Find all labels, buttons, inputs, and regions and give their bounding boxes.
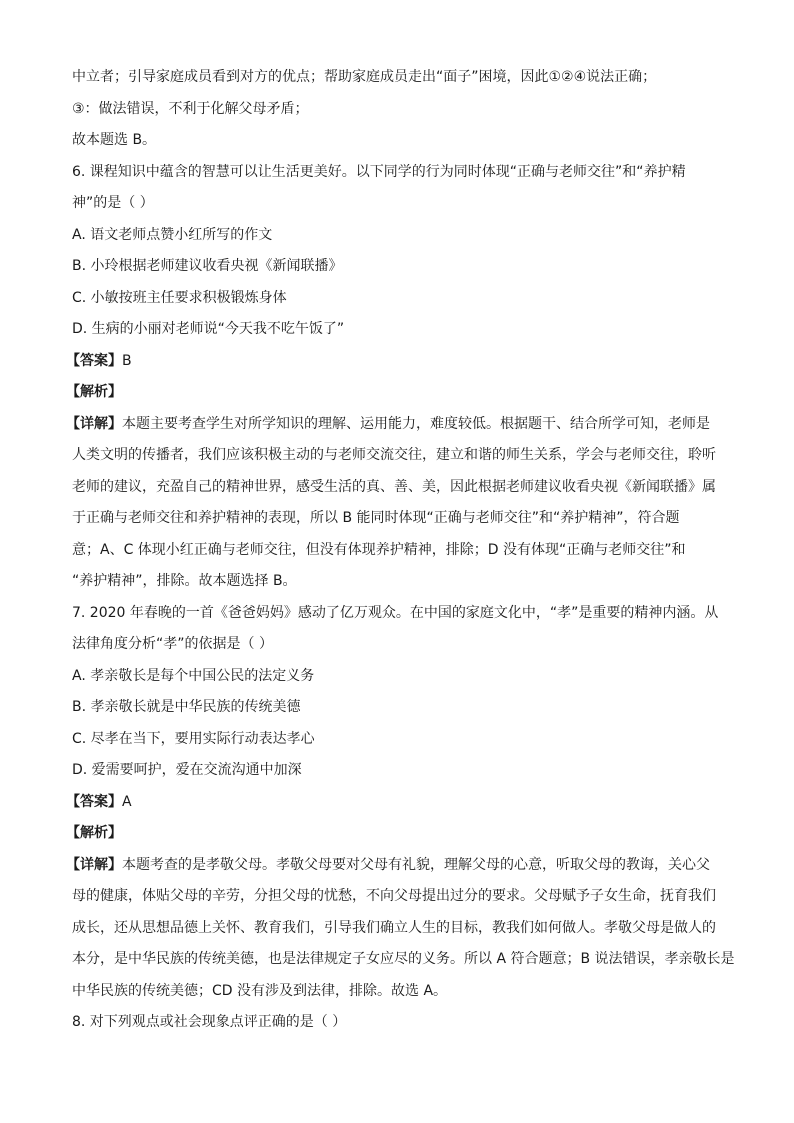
- q7-detail-line-1: [66, 850, 724, 882]
- q6-detail-line-4: 于正确与老师交往和养护精神的表现，所以 B 能同时体现“正确与老师交往”和“养护精神”，符合题: [72, 510, 680, 526]
- q6-answer: [66, 346, 724, 378]
- q6-answer-value: B: [122, 352, 132, 369]
- prev-explanation-line-3: 故本题选 B。: [72, 132, 157, 148]
- q6-option-d: D. 生病的小丽对老师说“今天我不吃午饭了”: [72, 321, 345, 337]
- q7-detail-line-3: 成长，还从思想品德上关怀、教育我们，引导我们确立人生的目标，教我们如何做人。孝敬父母是做人的: [72, 919, 716, 936]
- q6-detail-text-1: 本题主要考查学生对所学知识的理解、运用能力，难度较低。根据题干、结合所学可知，老师是: [122, 415, 710, 432]
- q6-analysis-tag: 【解析】: [66, 384, 122, 400]
- prev-explanation-line-2: ③：做法错误，不利于化解父母矛盾；: [72, 100, 309, 117]
- q6-detail-tag: 【详解】: [66, 415, 122, 432]
- q7-analysis: [66, 818, 724, 850]
- q6-detail-line-2: 人类文明的传播者，我们应该积极主动的与老师交流交往，建立和谐的师生关系，学会与老师交往，聆听: [72, 447, 716, 463]
- q7-detail-text-1: 本题考查的是孝敬父母。孝敬父母要对父母有礼貌，理解父母的心意，听取父母的教诲，关心父: [122, 856, 710, 873]
- q7-answer-tag: 【答案】: [66, 793, 122, 810]
- q7-analysis-tag: 【解析】: [66, 825, 122, 841]
- q6-option-a: A. 语文老师点赞小红所写的作文: [72, 226, 273, 243]
- q6-detail-line-3: 老师的建议，充盈自己的精神世界，感受生活的真、善、美，因此根据老师建议收看央视《新闻联播》属: [72, 478, 716, 495]
- q7-detail-line-2: 母的健康，体贴父母的辛劳，分担父母的忧愁，不向父母提出过分的要求。父母赋予子女生命，抚育我们: [72, 888, 716, 904]
- q6-option-c: C. 小敏按班主任要求积极锻炼身体: [72, 289, 287, 306]
- q6-detail-line-6: “养护精神”，排除。故本题选择 B。: [72, 573, 297, 589]
- q6-stem-line-1: 6. 课程知识中蕴含的智慧可以让生活更美好。以下同学的行为同时体现“正确与老师交往”和“养护精: [72, 163, 686, 180]
- q7-option-a: A. 孝亲敬长是每个中国公民的法定义务: [72, 667, 315, 684]
- q6-detail-line-5: 意；A、C 体现小红正确与老师交往，但没有体现养护精神，排除；D 没有体现“正确与老师交往”和: [72, 541, 686, 558]
- q7-answer-value: A: [122, 793, 132, 810]
- q6-option-b: B. 小玲根据老师建议收看央视《新闻联播》: [72, 258, 343, 274]
- q7-option-b: B. 孝亲敬长就是中华民族的传统美德: [72, 699, 301, 715]
- q7-detail-tag: 【详解】: [66, 856, 122, 873]
- q6-stem-line-2: 神”的是（ ）: [72, 195, 154, 211]
- q7-detail-line-5: 中华民族的传统美德；CD 没有涉及到法律，排除。故选 A。: [72, 982, 448, 999]
- prev-explanation-line-1: 中立者；引导家庭成员看到对方的优点；帮助家庭成员走出“面子”困境，因此①②④说法正确；: [72, 69, 657, 85]
- q7-stem-line-1: 7. 2020 年春晚的一首《爸爸妈妈》感动了亿万观众。在中国的家庭文化中，“孝”是重要的精神内涵。从: [72, 604, 719, 621]
- q8-stem-line-1: 8. 对下列观点或社会现象点评正确的是（ ）: [72, 1014, 347, 1030]
- q7-stem-line-2: 法律角度分析“孝”的依据是（ ）: [72, 636, 273, 652]
- q7-option-d: D. 爱需要呵护，爱在交流沟通中加深: [72, 762, 302, 778]
- q7-answer: [66, 787, 724, 819]
- q7-detail-line-4: 本分，是中华民族的传统美德，也是法律规定子女应尽的义务。所以 A 符合题意；B 说法错误，孝亲敬长是: [72, 951, 735, 967]
- q6-analysis: [66, 377, 724, 409]
- document-page: [66, 62, 735, 1039]
- q7-option-c: C. 尽孝在当下，要用实际行动表达孝心: [72, 730, 315, 747]
- q6-detail-line-1: [66, 409, 724, 441]
- q6-answer-tag: 【答案】: [66, 352, 122, 369]
